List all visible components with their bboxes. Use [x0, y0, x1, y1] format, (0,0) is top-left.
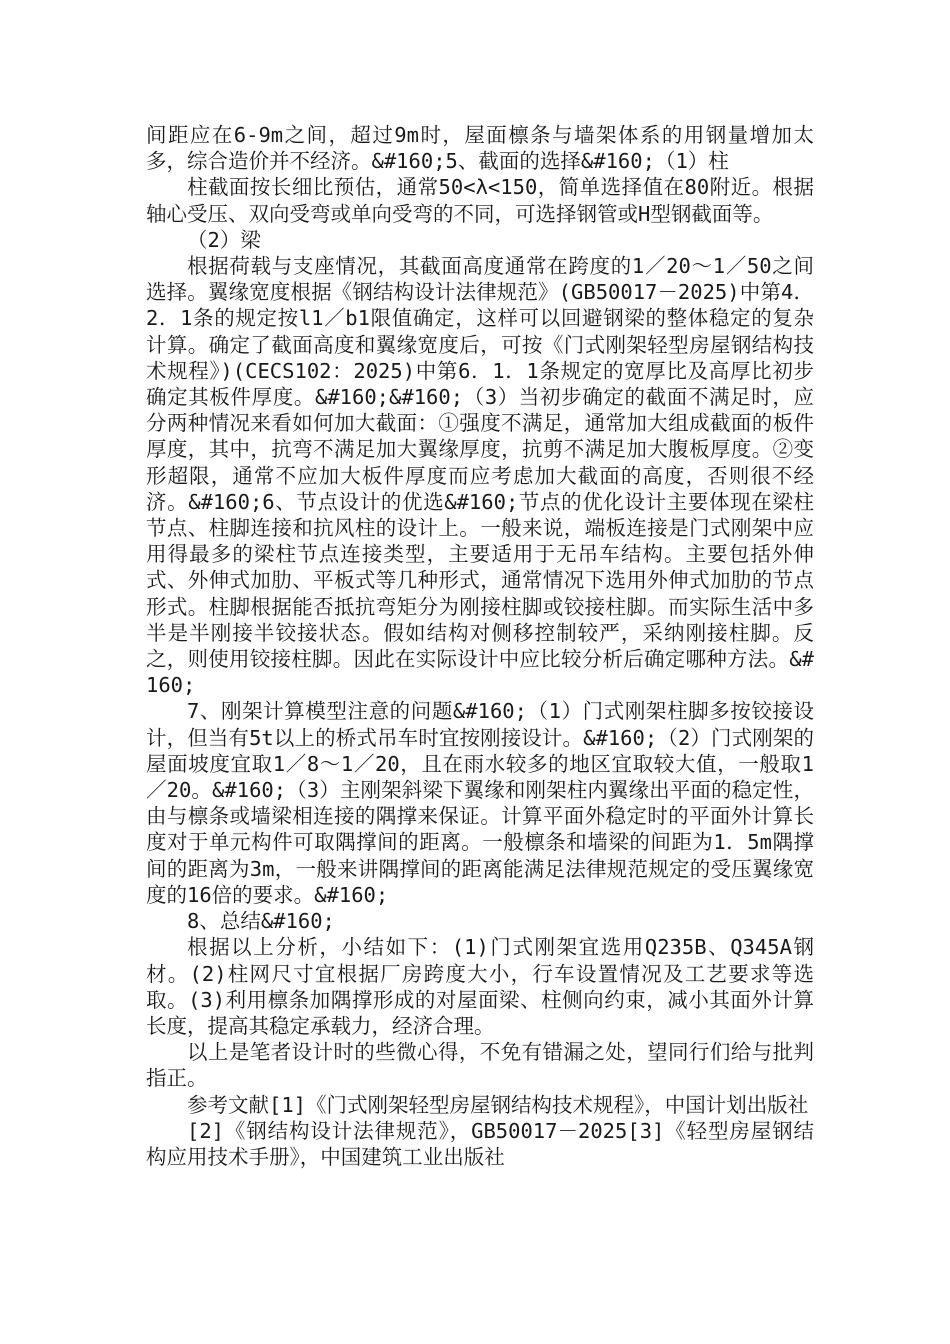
- document-body: [146, 122, 814, 1170]
- paragraph: （2）梁: [187, 227, 261, 252]
- paragraph: 以上是笔者设计时的些微心得，不免有错漏之处，望同行们给与批判指正。: [146, 1040, 814, 1091]
- paragraph: 柱截面按长细比预估，通常50<λ<150，简单选择值在80附近。根据轴心受压、双向受弯或单向受弯的不同，可选择钢管或H型钢截面等。: [146, 175, 814, 226]
- paragraph: 根据荷载与支座情况，其截面高度通常在跨度的1／20～1／50之间选择。翼缘宽度根据《钢结构设计法律规范》(GB50017－2025)中第4．2．1条的规定按l1／b1限值确定，这样可以回避钢梁的整体稳定的复杂计算。确定了截面高度和翼缘宽度后，可按《门式刚架轻型房屋钢结构技术规程》)(CECS102：2025)中第6．1．1条规定的宽厚比及高厚比初步确定其板件厚度。&#160;&#160;（3）当初步确定的截面不满足时，应分两种情况来看如何加大截面：①强度不满足，通常加大组成截面的板件厚度，其中，抗弯不满足加大翼缘厚度，抗剪不满足加大腹板厚度。②变形超限，通常不应加大板件厚度而应考虑加大截面的高度，否则很不经济。&#160;6、节点设计的优选&#160;节点的优化设计主要体现在梁柱节点、柱脚连接和抗风柱的设计上。一般来说，端板连接是门式刚架中应用得最多的梁柱节点连接类型，主要适用于无吊车结构。主要包括外伸式、外伸式加肋、平板式等几种形式，通常情况下选用外伸式加肋的节点形式。柱脚根据能否抵抗弯矩分为刚接柱脚或铰接柱脚。而实际生活中多半是半刚接半铰接状态。假如结构对侧移控制较严，采纳刚接柱脚。反之，则使用铰接柱脚。因此在实际设计中应比较分析后确定哪种方法。&#160;: [146, 254, 814, 698]
- paragraph: 间距应在6-9m之间，超过9m时，屋面檩条与墙架体系的用钢量增加太多，综合造价并不经济。&#160;5、截面的选择&#160;（1）柱: [146, 123, 814, 174]
- paragraph: 8、总结&#160;: [187, 909, 335, 934]
- paragraph: 根据以上分析，小结如下：(1)门式刚架宜选用Q235B、Q345A钢材。(2)柱网尺寸宜根据厂房跨度大小，行车设置情况及工艺要求等选取。(3)利用檩条加隅撑形成的对屋面梁、柱侧向约束，减小其面外计算长度，提高其稳定承载力，经济合理。: [146, 935, 814, 1038]
- paragraph: [2]《钢结构设计法律规范》，GB50017－2025[3]《轻型房屋钢结构应用技术手册》，中国建筑工业出版社: [146, 1118, 814, 1169]
- paragraph: 参考文献[1]《门式刚架轻型房屋钢结构技术规程》，中国计划出版社: [187, 1092, 809, 1117]
- paragraph: 7、刚架计算模型注意的问题&#160;（1）门式刚架柱脚多按铰接设计，但当有5t以上的桥式吊车时宜按刚接设计。&#160;（2）门式刚架的屋面坡度宜取1／8～1／20，且在雨水较多的地区宜取较大值，一般取1／20。&#160;（3）主刚架斜梁下翼缘和刚架柱内翼缘出平面的稳定性，由与檩条或墙梁相连接的隅撑来保证。计算平面外稳定时的平面外计算长度对于单元构件可取隅撑间的距离。一般檩条和墙梁的间距为1．5m隅撑间的距离为3m，一般来讲隅撑间的距离能满足法律规范规定的受压翼缘宽度的16倍的要求。&#160;: [146, 699, 814, 907]
